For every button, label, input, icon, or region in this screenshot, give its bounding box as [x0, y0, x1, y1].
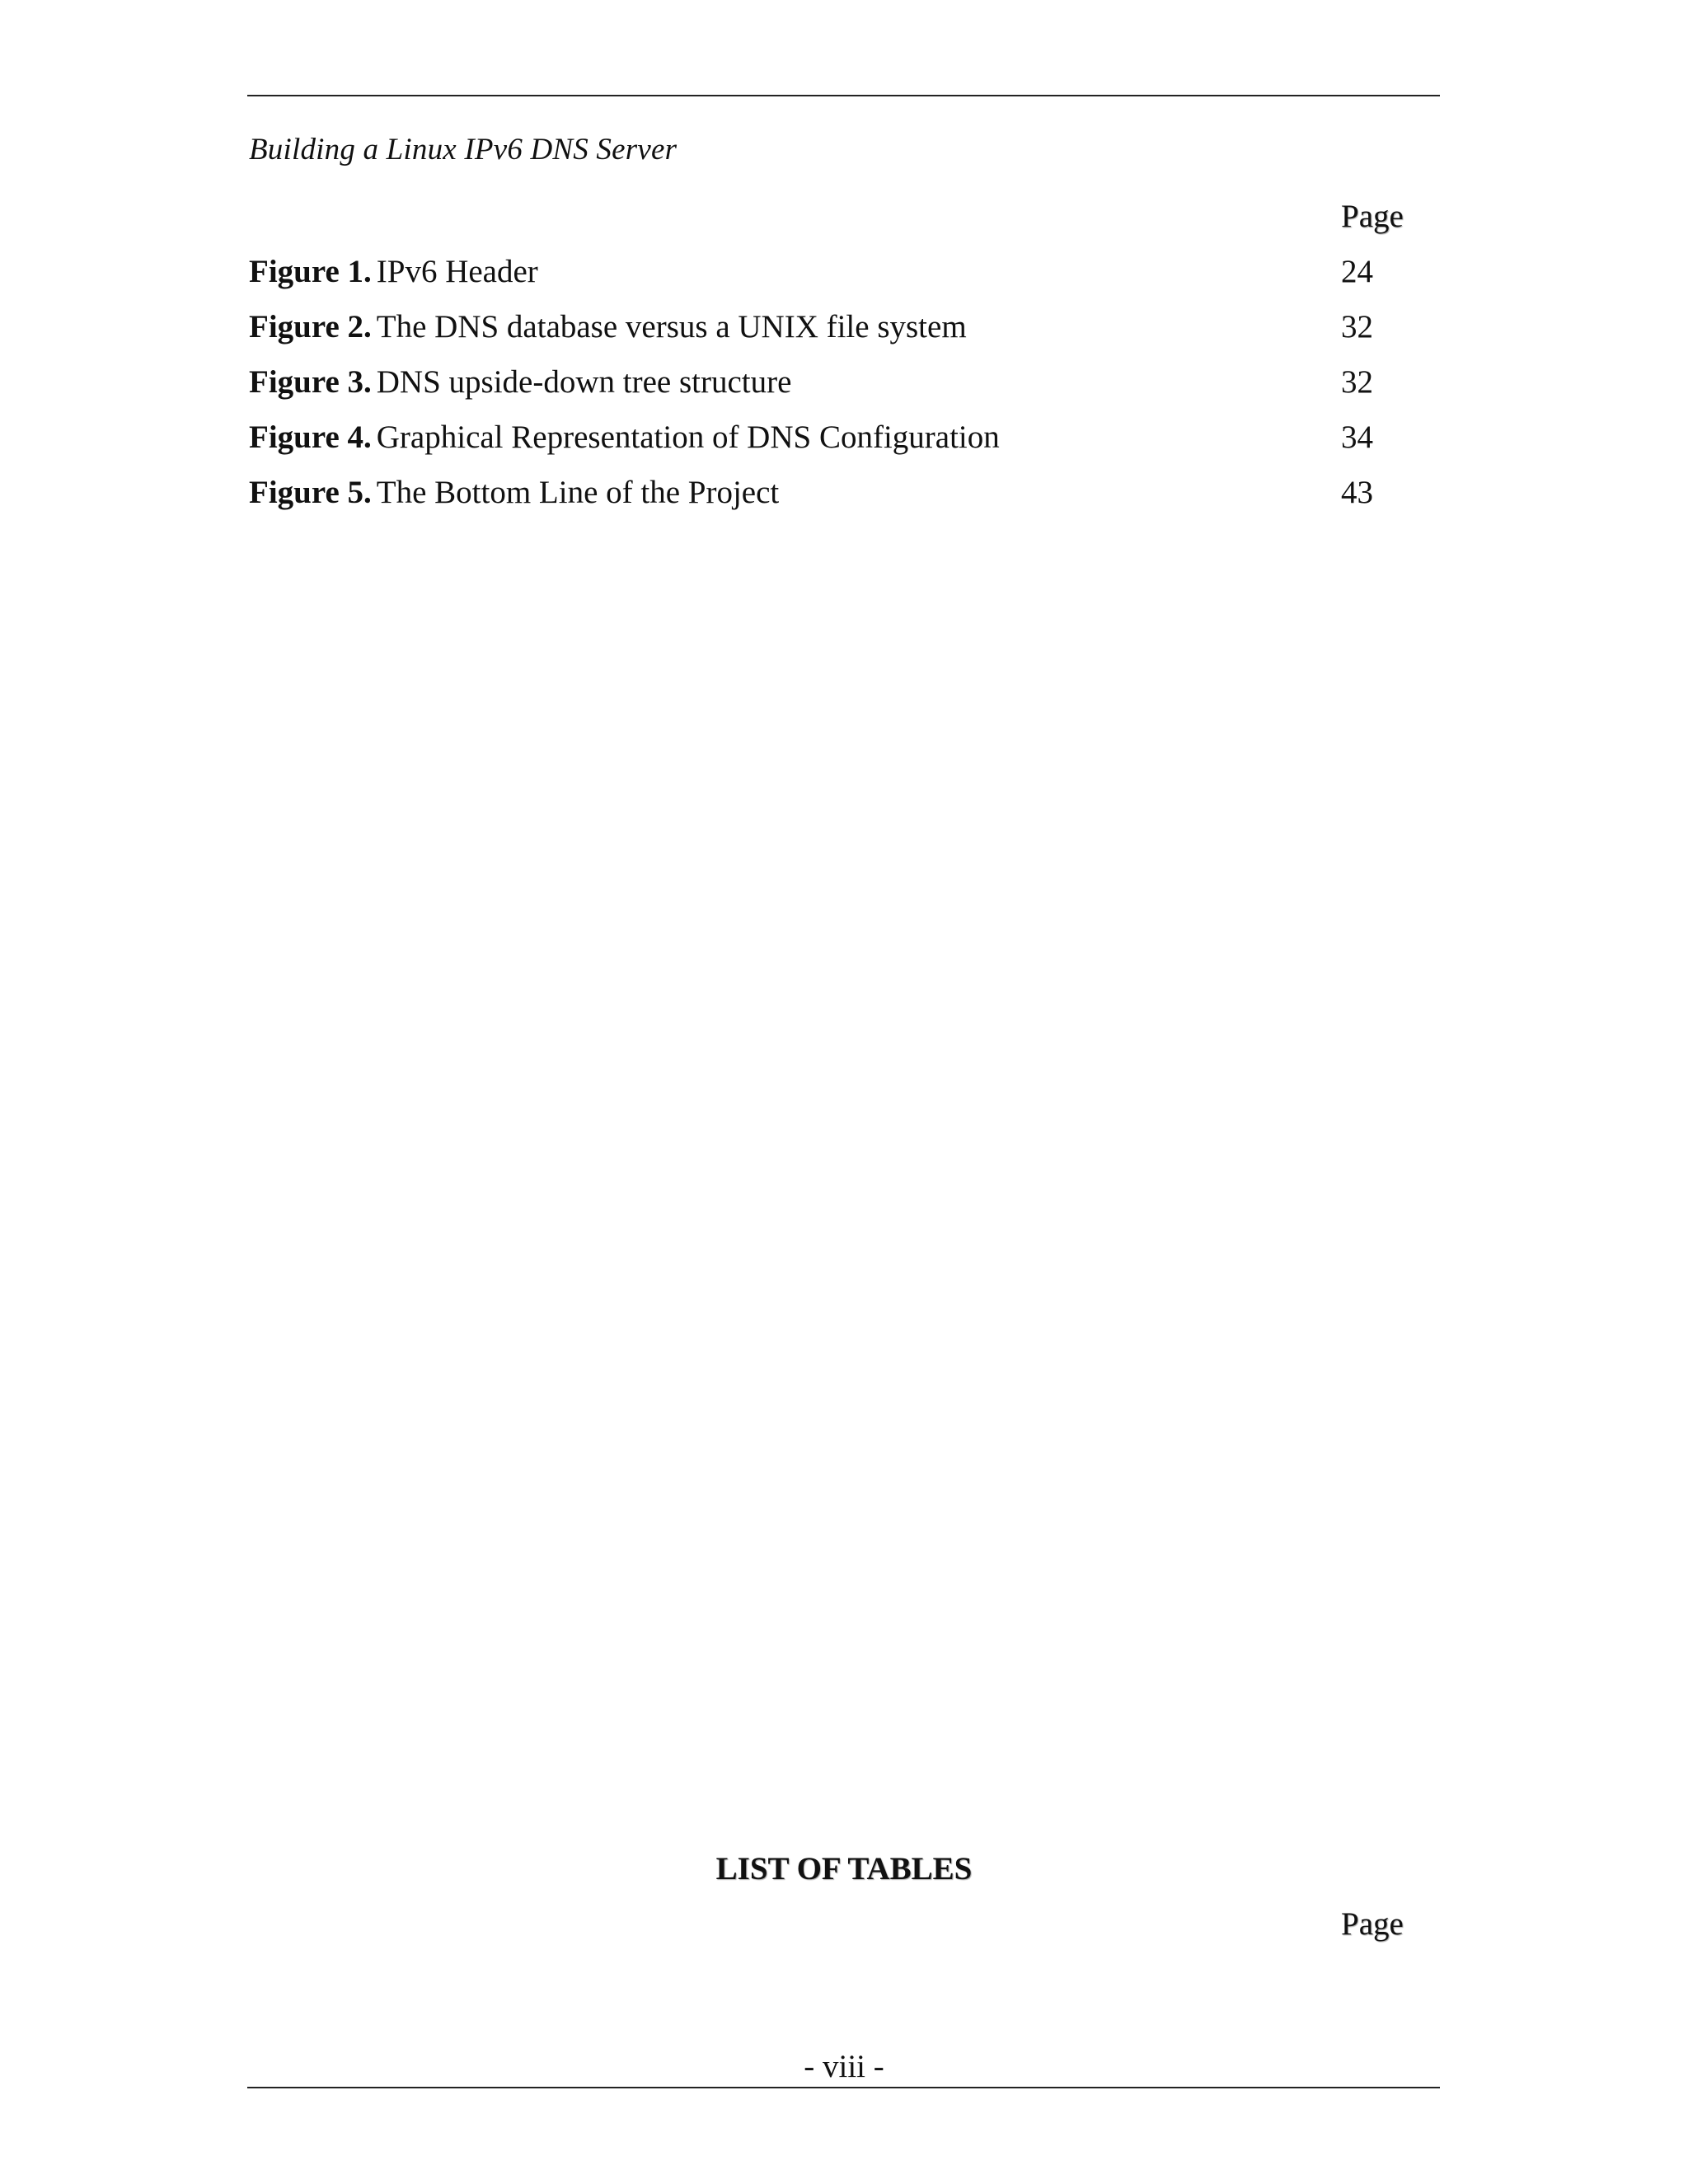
figure-label: Figure 5. [249, 475, 372, 510]
figure-entry-4 [249, 418, 1440, 473]
figure-page-number: 32 [1341, 364, 1373, 400]
figure-page-number: 34 [1341, 419, 1373, 455]
figures-page-column-label: Page [1341, 199, 1404, 234]
figure-entry-2 [249, 307, 1440, 363]
page-number: - viii - [804, 2049, 884, 2084]
tables-page-column-label: Page [1341, 1906, 1404, 1942]
figure-title: The Bottom Line of the Project [376, 475, 780, 510]
list-of-tables-heading: LIST OF TABLES [715, 1851, 973, 1886]
figure-entry-1 [249, 252, 1440, 307]
figure-label: Figure 3. [249, 364, 372, 400]
figure-title: DNS upside-down tree structure [376, 364, 792, 400]
figure-label: Figure 1. [249, 254, 372, 289]
figure-label: Figure 4. [249, 419, 372, 455]
footer-rule [247, 2087, 1440, 2088]
figure-page-number: 43 [1341, 475, 1373, 510]
figure-page-number: 24 [1341, 254, 1373, 289]
list-of-figures [249, 252, 1440, 528]
running-header: Building a Linux IPv6 DNS Server [249, 133, 678, 166]
header-rule [247, 95, 1440, 96]
figure-title: Graphical Representation of DNS Configuration [376, 419, 1000, 455]
figure-entry-5 [249, 473, 1440, 528]
figure-title: The DNS database versus a UNIX file system [376, 309, 967, 344]
figure-title: IPv6 Header [376, 254, 538, 289]
figure-entry-3 [249, 363, 1440, 418]
figure-label: Figure 2. [249, 309, 372, 344]
figure-page-number: 32 [1341, 309, 1373, 344]
